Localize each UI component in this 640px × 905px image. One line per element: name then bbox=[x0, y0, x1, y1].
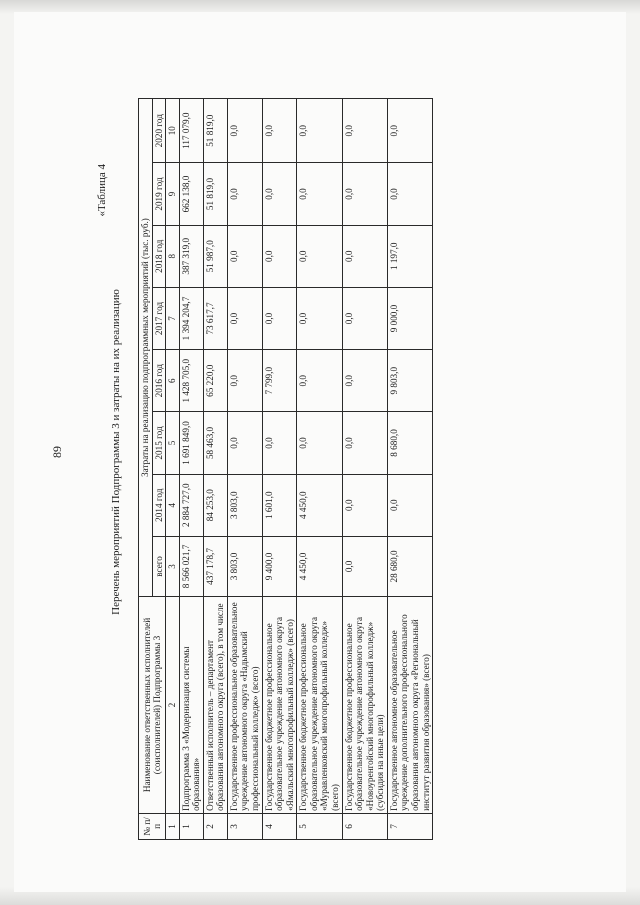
value-2016: 9 803,0 bbox=[387, 350, 432, 412]
value-total: 0,0 bbox=[342, 536, 387, 596]
value-2020: 0,0 bbox=[342, 99, 387, 163]
value-2016: 65 220,0 bbox=[203, 350, 227, 412]
header-year-2015: 2015 год bbox=[152, 412, 166, 474]
value-2019: 0,0 bbox=[387, 163, 432, 225]
row-name: Ответственный исполнитель – департамент образования автономного округа (всего), в том числе bbox=[203, 597, 227, 814]
header-year-2017: 2017 год bbox=[152, 287, 166, 349]
value-2017: 0,0 bbox=[342, 287, 387, 349]
value-2015: 0,0 bbox=[227, 412, 262, 474]
value-2020: 0,0 bbox=[227, 99, 262, 163]
value-2014: 1 601,0 bbox=[262, 474, 297, 536]
header-num: № п/п bbox=[139, 813, 166, 839]
index-cell: 4 bbox=[166, 474, 179, 536]
table-row bbox=[227, 99, 262, 840]
value-2015: 8 680,0 bbox=[387, 412, 432, 474]
row-num: 5 bbox=[297, 813, 342, 839]
value-2019: 0,0 bbox=[262, 163, 297, 225]
row-name: Государственное профессиональное образовательное учреждение автономного округа «Надымский профессиональный колледж» (всего) bbox=[227, 597, 262, 814]
index-cell: 7 bbox=[166, 287, 179, 349]
value-2015: 0,0 bbox=[262, 412, 297, 474]
value-2014: 84 253,0 bbox=[203, 474, 227, 536]
table-row bbox=[203, 99, 227, 840]
value-2018: 1 197,0 bbox=[387, 225, 432, 287]
value-total: 8 566 021,7 bbox=[179, 536, 203, 596]
value-2014: 3 803,0 bbox=[227, 474, 262, 536]
value-2016: 7 799,0 bbox=[262, 350, 297, 412]
table-row bbox=[179, 99, 203, 840]
value-2019: 0,0 bbox=[227, 163, 262, 225]
index-cell: 8 bbox=[166, 225, 179, 287]
value-2019: 0,0 bbox=[297, 163, 342, 225]
value-2015: 58 463,0 bbox=[203, 412, 227, 474]
header-year-2020: 2020 год bbox=[152, 99, 166, 163]
row-num: 4 bbox=[262, 813, 297, 839]
table-row bbox=[387, 99, 432, 840]
table-row bbox=[297, 99, 342, 840]
value-2017: 0,0 bbox=[297, 287, 342, 349]
index-cell: 1 bbox=[166, 813, 179, 839]
value-2017: 9 000,0 bbox=[387, 287, 432, 349]
value-2019: 0,0 bbox=[342, 163, 387, 225]
value-2014: 2 884 727,0 bbox=[179, 474, 203, 536]
value-2020: 117 079,0 bbox=[179, 99, 203, 163]
value-2020: 0,0 bbox=[387, 99, 432, 163]
value-2017: 0,0 bbox=[227, 287, 262, 349]
row-num: 7 bbox=[387, 813, 432, 839]
index-cell: 3 bbox=[166, 536, 179, 596]
rotated-page-content bbox=[14, 12, 626, 892]
document-page bbox=[14, 12, 626, 892]
value-2014: 0,0 bbox=[387, 474, 432, 536]
value-2016: 1 428 705,0 bbox=[179, 350, 203, 412]
row-name: Государственное бюджетное профессиональное образовательное учреждение автономного округа «Муравленковский многопрофильный колледж» (всего) bbox=[297, 597, 342, 814]
table-row bbox=[342, 99, 387, 840]
table-caption: Перечень мероприятий Подпрограммы 3 и затраты на их реализацию bbox=[110, 289, 122, 615]
index-cell: 6 bbox=[166, 350, 179, 412]
index-cell: 9 bbox=[166, 163, 179, 225]
value-2020: 51 819,0 bbox=[203, 99, 227, 163]
value-2016: 0,0 bbox=[342, 350, 387, 412]
value-total: 3 803,0 bbox=[227, 536, 262, 596]
value-2017: 0,0 bbox=[262, 287, 297, 349]
row-name: Государственное бюджетное профессиональное образовательное учреждение автономного округа «Новоуренгойский многопрофильный колледж» (субсидия на иные цели) bbox=[342, 597, 387, 814]
value-total: 437 178,7 bbox=[203, 536, 227, 596]
row-num: 6 bbox=[342, 813, 387, 839]
value-2016: 0,0 bbox=[227, 350, 262, 412]
row-num: 2 bbox=[203, 813, 227, 839]
value-2019: 51 819,0 bbox=[203, 163, 227, 225]
value-2018: 0,0 bbox=[342, 225, 387, 287]
index-cell: 5 bbox=[166, 412, 179, 474]
value-2018: 0,0 bbox=[227, 225, 262, 287]
value-2020: 0,0 bbox=[297, 99, 342, 163]
header-year-2019: 2019 год bbox=[152, 163, 166, 225]
row-num: 3 bbox=[227, 813, 262, 839]
value-2018: 51 987,0 bbox=[203, 225, 227, 287]
header-name: Наименование ответственных исполнителей (соисполнителей) Подпрограммы 3 bbox=[139, 597, 166, 814]
header-year-2014: 2014 год bbox=[152, 474, 166, 536]
row-num: 1 bbox=[179, 813, 203, 839]
value-2014: 4 450,0 bbox=[297, 474, 342, 536]
value-2014: 0,0 bbox=[342, 474, 387, 536]
header-total: всего bbox=[152, 536, 166, 596]
costs-table bbox=[138, 98, 433, 840]
value-2018: 387 319,0 bbox=[179, 225, 203, 287]
value-total: 4 450,0 bbox=[297, 536, 342, 596]
row-name: Государственное бюджетное профессиональное образовательное учреждение автономного округа «Ямальский многопрофильный колледж» (всего) bbox=[262, 597, 297, 814]
value-2018: 0,0 bbox=[297, 225, 342, 287]
table-label: «Таблица 4 bbox=[96, 164, 108, 217]
value-total: 28 680,0 bbox=[387, 536, 432, 596]
value-2015: 1 691 849,0 bbox=[179, 412, 203, 474]
table-row bbox=[262, 99, 297, 840]
row-name: Подпрограмма 3 «Модернизация системы образования» bbox=[179, 597, 203, 814]
value-2017: 73 617,7 bbox=[203, 287, 227, 349]
value-2019: 662 138,0 bbox=[179, 163, 203, 225]
index-cell: 2 bbox=[166, 597, 179, 814]
value-2015: 0,0 bbox=[342, 412, 387, 474]
value-2017: 1 394 204,7 bbox=[179, 287, 203, 349]
index-cell: 10 bbox=[166, 99, 179, 163]
value-2018: 0,0 bbox=[262, 225, 297, 287]
row-name: Государственное автономное образовательное учреждение дополнительного профессионального образования автономного округа «Региональный институт развития образования» (всего) bbox=[387, 597, 432, 814]
value-2015: 0,0 bbox=[297, 412, 342, 474]
page-number: 89 bbox=[50, 446, 64, 458]
header-costs: Затраты на реализацию подпрограммных мероприятий (тыс. руб.) bbox=[139, 99, 153, 597]
column-index-row bbox=[166, 99, 179, 840]
header-year-2018: 2018 год bbox=[152, 225, 166, 287]
value-total: 9 400,0 bbox=[262, 536, 297, 596]
value-2020: 0,0 bbox=[262, 99, 297, 163]
header-year-2016: 2016 год bbox=[152, 350, 166, 412]
value-2016: 0,0 bbox=[297, 350, 342, 412]
